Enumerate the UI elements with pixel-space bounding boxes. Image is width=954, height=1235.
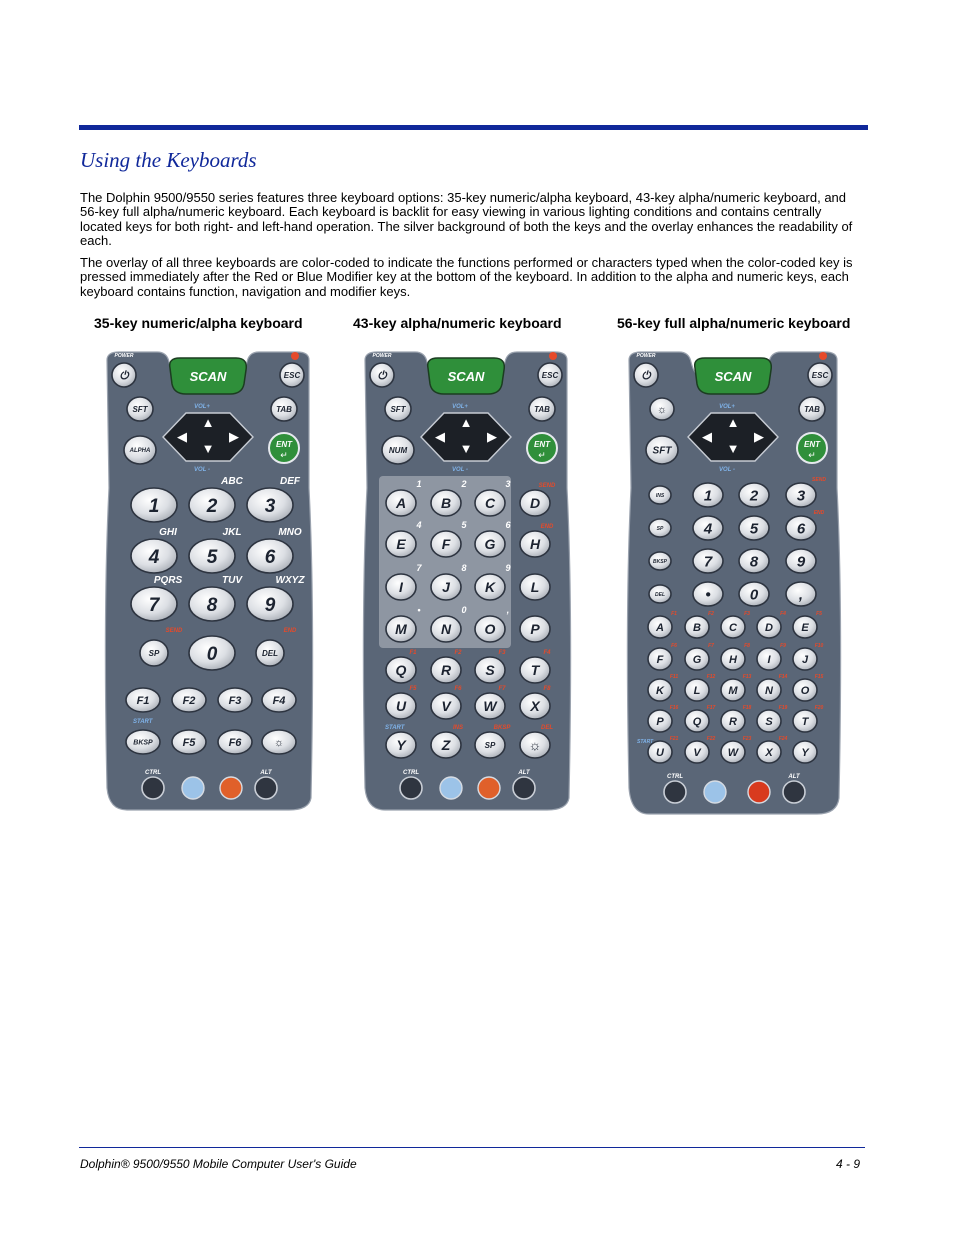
overlay-label-5: 5 (461, 520, 467, 530)
top-rule (79, 125, 868, 130)
key-symbol-label: ☼ (656, 403, 668, 416)
overlay-label-9: 9 (505, 563, 511, 573)
overlay-label-start: START (133, 719, 153, 725)
key-v-label: V (693, 746, 701, 759)
keyboard-43-key-drawing (355, 348, 577, 814)
key-del-label: DEL (655, 591, 665, 598)
key-esc-label: ESC (811, 370, 829, 380)
key-f1-label: F1 (136, 694, 150, 707)
key-3-label: 3 (796, 487, 806, 505)
key-o-label: O (484, 621, 496, 638)
key-o-label: O (800, 684, 810, 697)
overlay-label-f4: F4 (780, 611, 786, 617)
key-1-label: 1 (148, 495, 160, 517)
key-esc-label: ESC (541, 370, 559, 380)
key-symbol-label: , (798, 586, 804, 604)
overlay-label-def: DEF (280, 476, 300, 487)
footer-title: Dolphin® 9500/9550 Mobile Computer User's Guide (80, 1157, 357, 1171)
key-m-label: M (395, 621, 407, 638)
key-s-label: S (765, 715, 773, 728)
overlay-label-power: POWER (372, 353, 392, 359)
overlay-label-vol: VOL - (719, 467, 735, 473)
overlay-label-f22: F22 (706, 736, 716, 742)
key-sft-label: SFT (652, 445, 672, 457)
key-sp-label: SP (148, 648, 160, 658)
overlay-label-wxyz: WXYZ (275, 575, 305, 586)
overlay-label-start: START (385, 725, 405, 731)
overlay-label-f6: F6 (671, 643, 677, 649)
key-f-label: F (656, 653, 664, 666)
key-f-label: F (441, 536, 451, 553)
overlay-label-send: SEND (538, 483, 556, 489)
key-i-label: I (767, 653, 771, 666)
key-tab-label: TAB (804, 404, 820, 414)
overlay-label-abc: ABC (221, 476, 243, 487)
overlay-label-2: 2 (461, 479, 467, 489)
overlay-label-f1: F1 (671, 611, 677, 617)
enter-arrow-icon: ↵ (808, 450, 816, 460)
key-symbol-label: • (705, 586, 711, 604)
key-symbol-label: ⏻ (641, 369, 651, 382)
overlay-label-power: POWER (636, 353, 656, 359)
overlay-label-4: 4 (416, 520, 422, 530)
overlay-label-f14: F14 (778, 674, 788, 680)
key-2-label: 2 (206, 495, 218, 517)
key-i-label: I (399, 579, 403, 596)
key-g-label: G (692, 653, 702, 666)
keyboard-56-key-drawing (619, 348, 847, 818)
key-w-label: W (483, 698, 497, 715)
arrow-icon: ▲ (726, 415, 740, 430)
arrow-icon: ▼ (459, 441, 473, 456)
key-h-label: H (729, 653, 737, 666)
key-4-label: 4 (148, 546, 160, 568)
arrow-icon: ▲ (459, 415, 473, 430)
key-a-label: A (395, 495, 407, 512)
overlay-label-symbol: , (506, 605, 510, 615)
key-b-label: B (440, 495, 452, 512)
keyboard-35-key-image (97, 348, 319, 814)
overlay-label-f24: F24 (778, 736, 788, 742)
key-0-label: 0 (206, 643, 218, 665)
caption-43-key: 43-key alpha/numeric keyboard (353, 315, 562, 331)
key-symbol-label: ⏻ (377, 369, 387, 382)
key-c-label: C (729, 621, 737, 634)
key-f6-label: F6 (228, 736, 242, 749)
key-b-label: B (693, 621, 701, 634)
intro-paragraph: The Dolphin 9500/9550 series features three keyboard options: 35-key numeric/alpha keyboard, 43-key alpha/numeric keyboard, and 56-key full alpha/numeric keyboard. Each keyboard is backlit for easy viewing in various lighting conditions and contains centrally located keys for both right- and left-hand operation. The silver background of both the keys and the overlay enhances the readability of each. (80, 190, 853, 249)
ent-key-label: ENT (276, 440, 292, 449)
arrow-icon: ◀ (435, 429, 445, 444)
overlay-label-tuv: TUV (222, 575, 242, 586)
overlay-label-f2: F2 (708, 611, 714, 617)
key-5-label: 5 (749, 520, 759, 538)
key-l-label: L (530, 579, 540, 596)
key-y-label: Y (801, 746, 809, 759)
key-k-label: K (484, 579, 496, 596)
key-s-label: S (485, 662, 495, 679)
key-8-label: 8 (206, 594, 218, 616)
modifier-key (783, 781, 805, 803)
overlay-label-f12: F12 (706, 674, 716, 680)
key-ins-label: INS (655, 492, 665, 499)
key-x-label: X (530, 698, 540, 715)
key-symbol-label: ☼ (528, 737, 542, 754)
key-8-label: 8 (749, 553, 759, 571)
overlay-label-alt: ALT (518, 770, 530, 776)
overlay-label-send: SEND (165, 628, 183, 634)
key-1-label: 1 (703, 487, 713, 505)
key-f5-label: F5 (182, 736, 196, 749)
key-l-label: L (693, 684, 701, 697)
overlay-label-symbol: • (417, 605, 421, 615)
arrow-icon: ▼ (726, 441, 740, 456)
keyboard-35-key-drawing (97, 348, 319, 814)
key-symbol-label: ⏻ (119, 369, 129, 382)
overlay-label-f10: F10 (814, 643, 824, 649)
key-n-label: N (440, 621, 452, 638)
key-h-label: H (529, 536, 541, 553)
key-tab-label: TAB (534, 404, 550, 414)
backlight-indicator-icon (819, 352, 827, 360)
key-m-label: M (728, 684, 738, 697)
key-t-label: T (530, 662, 540, 679)
arrow-icon: ▲ (201, 415, 215, 430)
key-c-label: C (484, 495, 496, 512)
key-u-label: U (395, 698, 407, 715)
key-r-label: R (729, 715, 737, 728)
overlay-label-f9: F9 (780, 643, 786, 649)
footer-rule (79, 1147, 865, 1148)
key-p-label: P (656, 715, 664, 728)
modifier-key (142, 777, 164, 799)
key-bksp-label: BKSP (653, 558, 667, 565)
overlay-label-send: SEND (812, 477, 826, 483)
key-f2-label: F2 (182, 694, 196, 707)
key-t-label: T (801, 715, 809, 728)
key-e-label: E (396, 536, 406, 553)
key-9-label: 9 (264, 594, 276, 616)
overlay-label-vol: VOL+ (452, 404, 468, 410)
ent-key-label: ENT (804, 440, 820, 449)
key-sft-label: SFT (132, 404, 148, 414)
overlay-label-ctrl: CTRL (403, 770, 419, 776)
key-6-label: 6 (796, 520, 806, 538)
key-d-label: D (765, 621, 773, 634)
overlay-label-f21: F21 (669, 736, 679, 742)
key-bksp-label: BKSP (133, 739, 153, 747)
overlay-label-f2: F2 (454, 650, 462, 656)
overlay-label-bksp: BKSP (493, 725, 511, 731)
overlay-label-7: 7 (416, 563, 422, 573)
overlay-label-f1: F1 (409, 650, 417, 656)
key-sft-label: SFT (390, 404, 406, 414)
backlight-indicator-icon (549, 352, 557, 360)
overlay-label-6: 6 (505, 520, 511, 530)
arrow-icon: ◀ (702, 429, 712, 444)
keyboard-56-key-image (619, 348, 847, 818)
key-2-label: 2 (749, 487, 759, 505)
modifier-key (513, 777, 535, 799)
overlay-label-1: 1 (416, 479, 422, 489)
key-r-label: R (440, 662, 452, 679)
overlay-label-vol: VOL+ (719, 404, 735, 410)
key-4-label: 4 (703, 520, 713, 538)
overlay-label-jkl: JKL (222, 527, 242, 538)
key-a-label: A (656, 621, 664, 634)
enter-arrow-icon: ↵ (538, 450, 546, 460)
modifier-key (400, 777, 422, 799)
overlay-label-mno: MNO (278, 527, 302, 538)
arrow-icon: ◀ (177, 429, 187, 444)
overlay-label-alt: ALT (788, 774, 800, 780)
page-number: 4 - 9 (835, 1157, 860, 1171)
overlay-label-vol: VOL+ (194, 404, 210, 410)
overlay-label-f7: F7 (498, 686, 506, 692)
overlay-label-f3: F3 (498, 650, 506, 656)
key-q-label: Q (692, 715, 702, 728)
arrow-icon: ▶ (487, 429, 497, 444)
red-modifier-key (220, 777, 242, 799)
overlay-label-3: 3 (505, 479, 511, 489)
arrow-icon: ▶ (229, 429, 239, 444)
overlay-label-vol: VOL - (194, 467, 210, 473)
overlay-label-f23: F23 (742, 736, 752, 742)
color-coding-paragraph: The overlay of all three keyboards are color-coded to indicate the functions performed or characters typed when the color-coded key is pressed immediately after the Red or Blue Modifier key at the bottom of the keyboard. In addition to the alpha and numeric keys, each keyboard contains function, navigation and modifier keys. (80, 255, 853, 299)
section-heading: Using the Keyboards (80, 148, 257, 172)
key-0-label: 0 (749, 586, 759, 604)
overlay-label-end: END (283, 628, 297, 634)
key-j-label: J (801, 653, 809, 666)
key-e-label: E (801, 621, 809, 634)
overlay-label-f5: F5 (816, 611, 822, 617)
key-7-label: 7 (703, 553, 713, 571)
scan-key-label: SCAN (714, 369, 752, 384)
key-y-label: Y (396, 737, 406, 754)
backlight-indicator-icon (291, 352, 299, 360)
overlay-label-f13: F13 (742, 674, 752, 680)
overlay-label-f4: F4 (543, 650, 551, 656)
overlay-label-f15: F15 (814, 674, 824, 680)
key-num-label: NUM (388, 445, 408, 455)
modifier-key (255, 777, 277, 799)
overlay-label-power: POWER (114, 353, 134, 359)
blue-modifier-key (182, 777, 204, 799)
overlay-label-f8: F8 (543, 686, 551, 692)
key-z-label: Z (441, 737, 451, 754)
key-tab-label: TAB (276, 404, 292, 414)
key-p-label: P (530, 621, 540, 638)
overlay-label-f16: F16 (669, 705, 679, 711)
key-f3-label: F3 (228, 694, 242, 707)
keyboard-43-key-image (355, 348, 577, 814)
key-symbol-label: ☼ (273, 736, 285, 749)
ent-key-label: ENT (534, 440, 550, 449)
key-d-label: D (529, 495, 541, 512)
key-sp-label: SP (656, 525, 664, 532)
modifier-key (664, 781, 686, 803)
overlay-label-ctrl: CTRL (667, 774, 683, 780)
key-7-label: 7 (148, 594, 160, 616)
overlay-label-alt: ALT (260, 770, 272, 776)
overlay-label-end: END (540, 524, 554, 530)
key-v-label: V (441, 698, 451, 715)
key-n-label: N (765, 684, 773, 697)
scan-key-label: SCAN (189, 369, 227, 384)
key-alpha-label: ALPHA (129, 448, 151, 455)
arrow-icon: ▼ (201, 441, 215, 456)
blue-modifier-key (440, 777, 462, 799)
key-k-label: K (656, 684, 664, 697)
overlay-label-end: END (813, 510, 825, 516)
red-modifier-key (748, 781, 770, 803)
overlay-label-f5: F5 (409, 686, 417, 692)
enter-arrow-icon: ↵ (280, 450, 288, 460)
overlay-label-f8: F8 (744, 643, 750, 649)
overlay-label-start: START (637, 739, 654, 745)
caption-35-key: 35-key numeric/alpha keyboard (94, 315, 303, 331)
key-f4-label: F4 (272, 694, 286, 707)
key-sp-label: SP (484, 740, 496, 750)
red-modifier-key (478, 777, 500, 799)
overlay-label-f17: F17 (706, 705, 716, 711)
overlay-label-f11: F11 (669, 674, 679, 680)
overlay-label-8: 8 (461, 563, 467, 573)
key-del-label: DEL (262, 648, 278, 658)
key-g-label: G (484, 536, 496, 553)
overlay-label-ghi: GHI (159, 527, 177, 538)
key-x-label: X (765, 746, 773, 759)
scan-key-label: SCAN (447, 369, 485, 384)
key-6-label: 6 (264, 546, 276, 568)
key-w-label: W (727, 746, 739, 759)
overlay-label-pqrs: PQRS (153, 575, 183, 586)
key-9-label: 9 (796, 553, 806, 571)
key-q-label: Q (395, 662, 407, 679)
overlay-label-0: 0 (461, 605, 467, 615)
arrow-icon: ▶ (754, 429, 764, 444)
overlay-label-f7: F7 (708, 643, 714, 649)
overlay-label-f20: F20 (814, 705, 824, 711)
overlay-label-ins: INS (452, 725, 464, 731)
key-u-label: U (656, 746, 664, 759)
overlay-label-f6: F6 (454, 686, 462, 692)
overlay-label-del: DEL (541, 725, 553, 731)
key-esc-label: ESC (283, 370, 301, 380)
key-5-label: 5 (206, 546, 218, 568)
blue-modifier-key (704, 781, 726, 803)
overlay-label-f3: F3 (744, 611, 750, 617)
overlay-label-f19: F19 (778, 705, 788, 711)
overlay-label-ctrl: CTRL (145, 770, 161, 776)
key-3-label: 3 (264, 495, 276, 517)
overlay-label-f18: F18 (742, 705, 752, 711)
overlay-label-vol: VOL - (452, 467, 468, 473)
caption-56-key: 56-key full alpha/numeric keyboard (617, 315, 851, 331)
key-j-label: J (442, 579, 450, 596)
